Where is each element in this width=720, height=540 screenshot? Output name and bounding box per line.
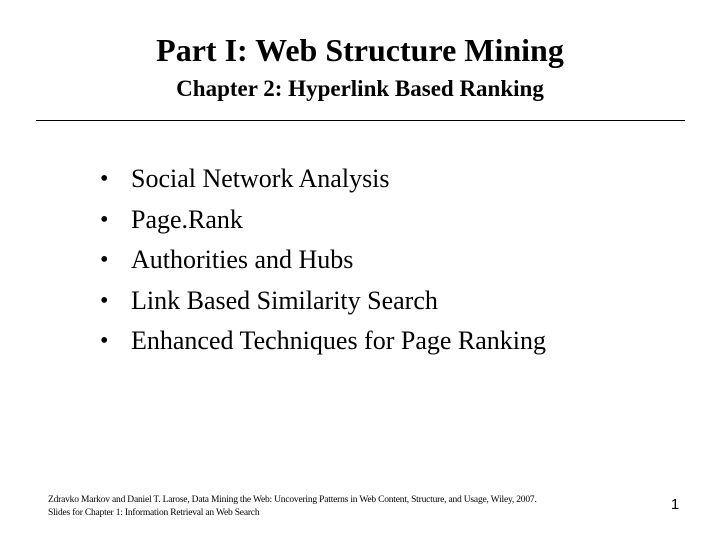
bullet-text: Link Based Similarity Search <box>131 285 438 315</box>
slide-title: Part I: Web Structure Mining <box>156 32 564 68</box>
bullet-marker: • <box>100 247 109 273</box>
citation-footer <box>48 494 537 520</box>
page-number: 1 <box>670 496 680 513</box>
bullet-marker: • <box>100 287 109 314</box>
bullet-text: Authorities and Hubs <box>131 245 354 274</box>
title-divider <box>36 120 685 121</box>
bullet-text: Page.Rank <box>131 204 243 234</box>
citation-line-1: Zdravko Markov and Daniel T. Larose, Data Mining the Web: Uncovering Patterns in Web Content, Structure, and Usage, Wiley, 2007. <box>48 495 537 505</box>
citation-line-2: Slides for Chapter 1: Information Retrieval an Web Search <box>48 508 260 518</box>
bullet-text: Enhanced Techniques for Page Ranking <box>131 326 547 355</box>
bullet-text: Social Network Analysis <box>131 164 390 193</box>
bullet-marker: • <box>100 328 109 354</box>
bullet-marker: • <box>100 166 109 192</box>
bullet-marker: • <box>100 206 109 233</box>
slide-subtitle: Chapter 2: Hyperlink Based Ranking <box>176 76 544 101</box>
